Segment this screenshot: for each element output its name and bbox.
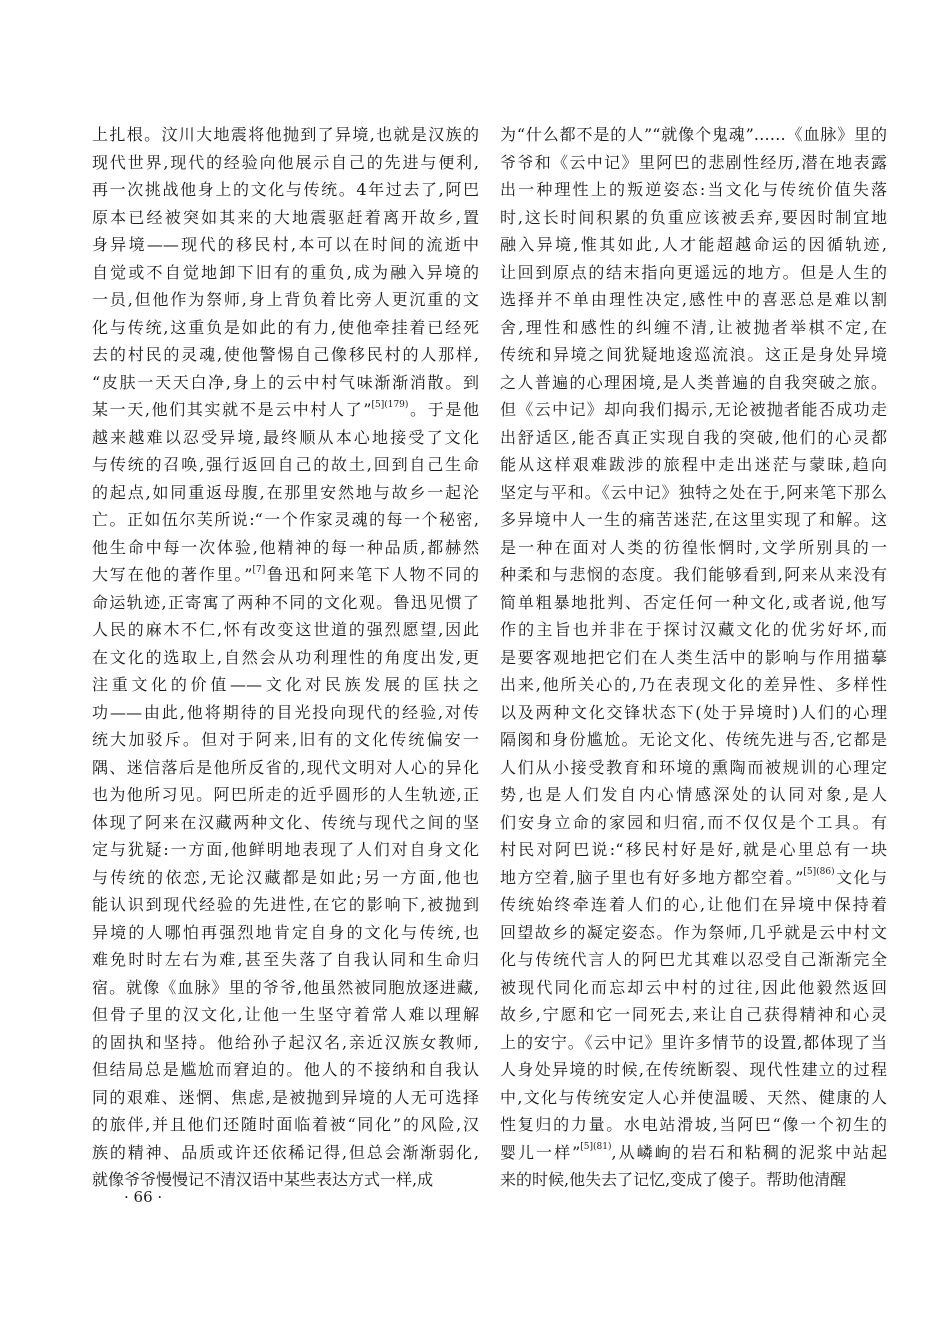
- text-line: 大写在他的著作里。”[7]鲁迅和阿来笔下人物不同的: [92, 564, 479, 584]
- text-line: 故乡,宁愿和它一同死去,来让自己获得精神和心灵: [500, 1005, 887, 1024]
- text-line: 作的主旨也并非在于探讨汉藏文化的优劣好坏,而: [500, 620, 887, 639]
- text-line: 人民的麻木不仁,怀有改变这世道的强烈愿望,因此: [92, 620, 479, 639]
- text-line: 统大加驳斥。但对于阿来,旧有的文化传统偏安一: [92, 730, 479, 749]
- text-line: 现代世界,现代的经验向他展示自己的先进与便利,: [92, 152, 479, 172]
- text-line: 自觉或不自觉地卸下旧有的重负,成为融入异境的: [92, 262, 479, 282]
- text-line: 功——由此,他将期待的目光投向现代的经验,对传: [92, 702, 479, 722]
- text-line: 就像爷爷慢慢记不清汉语中某些表达方式一样,成: [92, 1170, 434, 1189]
- text-line: 族的精神、品质或许还依稀记得,但总会渐渐弱化,: [92, 1142, 479, 1162]
- text-line: 多异境中人一生的痛苦迷茫,在这里实现了和解。这: [500, 510, 887, 529]
- text-line: 势,也是人们发自内心情感深处的认同对象,是人: [500, 785, 887, 804]
- text-line: 化与传统,这重负是如此的有力,使他牵挂着已经死: [92, 317, 479, 337]
- text-line: 亡。正如伍尔芙所说:“一个作家灵魂的每一个秘密,: [92, 510, 479, 529]
- text-line: 的固执和坚持。他给孙子起汉名,亲近汉族女教师,: [92, 1032, 479, 1052]
- text-line: 村民对阿巴说:“移民村好是好,就是心里总有一块: [500, 840, 887, 859]
- text-line: 隔阂和身份尴尬。无论文化、传统先进与否,它都是: [500, 730, 887, 749]
- text-line: 为“什么都不是的人”“就像个鬼魂”……《血脉》里的: [500, 125, 887, 144]
- left-text-column: [92, 121, 479, 1194]
- text-line: 以及两种文化交锋状态下(处于异境时)人们的心理: [500, 702, 887, 722]
- text-line: 定与犹疑:一方面,他鲜明地表现了人们对自身文化: [92, 840, 479, 859]
- text-line: 上的安宁。《云中记》里许多情节的设置,都体现了当: [500, 1032, 887, 1052]
- text-line: 化与传统代言人的阿巴尤其难以忍受自己渐渐完全: [500, 950, 887, 969]
- text-line: 体现了阿来在汉藏两种文化、传统与现代之间的坚: [92, 812, 479, 832]
- text-line: 的旅伴,并且他们还随时面临着被“同化”的风险,汉: [92, 1115, 479, 1134]
- text-line: 坚定与平和。《云中记》独特之处在于,阿来笔下那么: [500, 482, 887, 502]
- text-line: 再一次挑战他身上的文化与传统。4年过去了,阿巴: [92, 180, 479, 199]
- text-line: 命运轨迹,正寄寓了两种不同的文化观。鲁迅见惯了: [92, 592, 479, 612]
- right-text-column: [500, 121, 887, 1194]
- text-line: 中,文化与传统安定人心并使温暖、天然、健康的人: [500, 1087, 887, 1107]
- text-line: 身异境——现代的移民村,本可以在时间的流逝中: [92, 235, 479, 254]
- text-line: 在文化的选取上,自然会从功利理性的角度出发,更: [92, 647, 479, 667]
- text-line: 出一种理性上的叛逆姿态:当文化与传统价值失落: [500, 180, 887, 199]
- text-line: 时,这长时间积累的负重应该被丢弃,要因时制宜地: [500, 207, 887, 227]
- text-line: 某一天,他们其实就不是云中村人了”$^{[5](179)}$。于是他: [92, 399, 479, 419]
- text-line: 融入异境,惟其如此,人才能超越命运的因循轨迹,: [500, 235, 887, 254]
- text-line: 但骨子里的汉文化,让他一生坚守着常人难以理解: [92, 1005, 479, 1024]
- text-line: 爷爷和《云中记》里阿巴的悲剧性经历,潜在地表露: [500, 152, 887, 172]
- text-line: 注重文化的价值——文化对民族发展的匡扶之: [92, 675, 479, 694]
- text-line: 之人普遍的心理困境,是人类普遍的自我突破之旅。: [500, 372, 887, 392]
- text-line: 也为他所习见。阿巴所走的近乎圆形的人生轨迹,正: [92, 785, 479, 804]
- text-line: 去的村民的灵魂,使他警惕自己像移民村的人那样,: [92, 345, 479, 364]
- text-line: 同的艰难、迷惘、焦虑,是被抛到异境的人无可选择: [92, 1087, 479, 1107]
- text-line: 回望故乡的凝定姿态。作为祭师,几乎就是云中村文: [500, 922, 887, 942]
- text-line: 出来,他所关心的,乃在表现文化的差异性、多样性: [500, 675, 887, 694]
- text-line: 宿。就像《血脉》里的爷爷,他虽然被同胞放逐进藏,: [92, 977, 479, 997]
- text-line: 越来越难以忍受异境,最终顺从本心地接受了文化: [92, 427, 479, 447]
- text-line: 简单粗暴地批判、否定任何一种文化,或者说,他写: [500, 592, 887, 612]
- text-line: 是要客观地把它们在人类生活中的影响与作用描摹: [500, 647, 887, 667]
- text-line: 传统和异境之间犹疑地逡巡流浪。这正是身处异境: [500, 345, 887, 364]
- text-line: 人们从小接受教育和环境的熏陶而被规训的心理定: [500, 757, 887, 777]
- text-line: 但《云中记》却向我们揭示,无论被抛者能否成功走: [500, 400, 887, 419]
- text-line: 他生命中每一次体验,他精神的每一种品质,都赫然: [92, 537, 479, 557]
- text-line: 是一种在面对人类的彷徨怅惘时,文学所别具的一: [500, 537, 887, 557]
- text-line: 传统始终牵连着人们的心,让他们在异境中保持着: [500, 895, 887, 914]
- text-line: 上扎根。汶川大地震将他抛到了异境,也就是汉族的: [92, 125, 479, 144]
- text-line: 性复归的力量。水电站滑坡,当阿巴“像一个初生的: [500, 1115, 887, 1134]
- text-line: 选择并不单由理性决定,感性中的喜恶总是难以割: [500, 290, 887, 309]
- text-line: 让回到原点的结末指向更遥远的地方。但是人生的: [500, 262, 887, 282]
- text-line: 与传统的召唤,强行返回自己的故土,回到自己生命: [92, 455, 479, 474]
- text-line: 异境的人哪怕再强烈地肯定自身的文化与传统,也: [92, 922, 479, 942]
- text-line: 隅、迷信落后是他所反省的,现代文明对人心的异化: [92, 757, 479, 777]
- text-line: 能从这样艰难跋涉的旅程中走出迷茫与蒙昧,趋向: [500, 455, 887, 474]
- text-line: “皮肤一天天白净,身上的云中村气味渐渐消散。到: [92, 372, 479, 392]
- page-number: · 66 ·: [124, 1188, 163, 1206]
- text-line: 来的时候,他失去了记忆,变成了傻子。帮助他清醒: [500, 1170, 847, 1189]
- text-line: 一员,但他作为祭师,身上背负着比旁人更沉重的文: [92, 290, 479, 309]
- text-line: 的起点,如同重返母腹,在那里安然地与故乡一起沦: [92, 482, 479, 502]
- text-line: 能认识到现代经验的先进性,在它的影响下,被抛到: [92, 895, 479, 914]
- text-line: 原本已经被突如其来的大地震驱赶着离开故乡,置: [92, 207, 479, 227]
- text-line: 但结局总是尴尬而窘迫的。他人的不接纳和自我认: [92, 1060, 479, 1079]
- text-line: 出舒适区,能否真正实现自我的突破,他们的心灵都: [500, 427, 887, 447]
- text-line: 人身处异境的时候,在传统断裂、现代性建立的过程: [500, 1060, 887, 1079]
- text-line: 种柔和与悲悯的态度。我们能够看到,阿来从来没有: [500, 565, 887, 584]
- text-line: 难免时时左右为难,甚至失落了自我认同和生命归: [92, 950, 479, 969]
- text-line: 被现代同化而忘却云中村的过往,因此他毅然返回: [500, 977, 887, 997]
- text-line: 婴儿一样”$^{[5](81)}$,从嶙峋的岩石和粘稠的泥浆中站起: [500, 1142, 887, 1162]
- text-line: 舍,理性和感性的纠缠不清,让被抛者举棋不定,在: [500, 317, 887, 337]
- text-line: 们安身立命的家园和归宿,而不仅仅是个工具。有: [500, 812, 887, 832]
- text-line: 与传统的依恋,无论汉藏都是如此;另一方面,他也: [92, 867, 479, 887]
- text-line: 地方空着,脑子里也有好多地方都空着。”$^{[5](86)}$文化与: [500, 867, 887, 887]
